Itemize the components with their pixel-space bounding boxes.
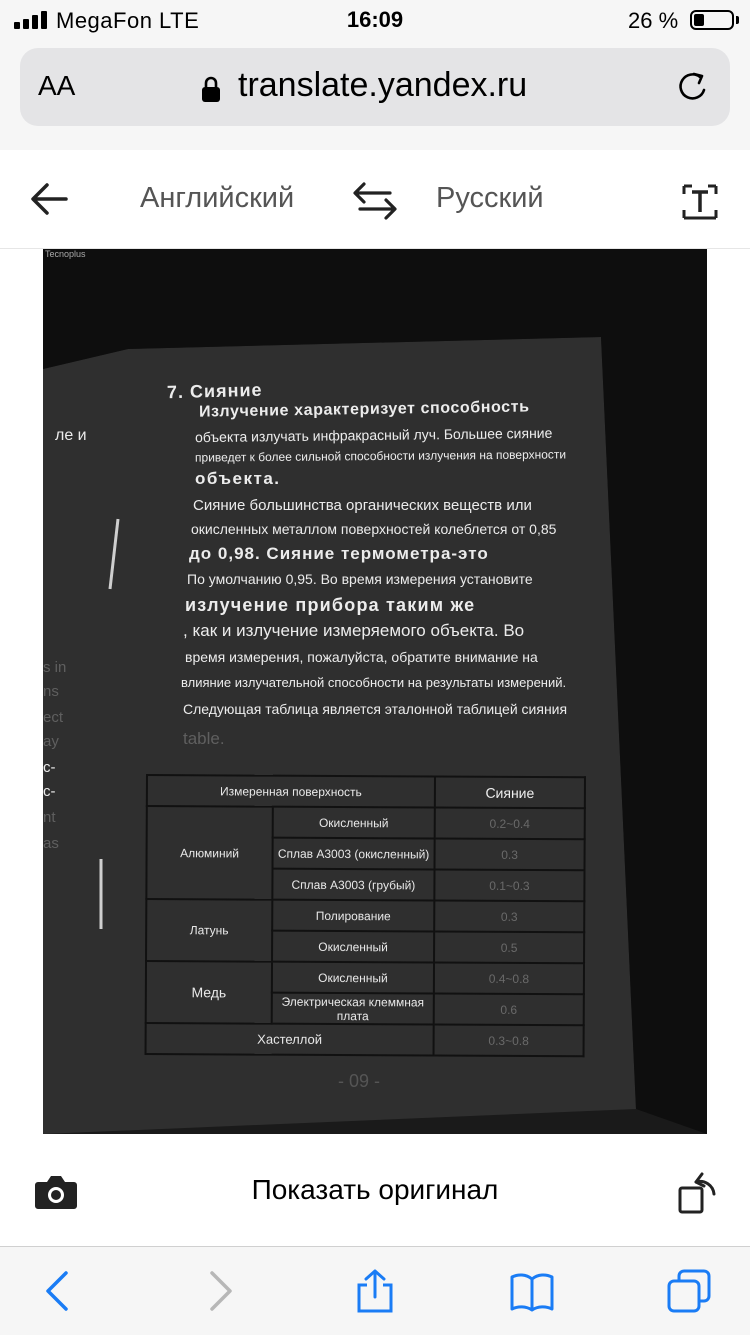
share-icon[interactable] [353, 1269, 397, 1313]
battery-icon [690, 10, 734, 30]
paragraph-line: table. [183, 729, 225, 748]
paragraph-line: объекта излучать инфракрасный луч. Большее сияние [194, 424, 553, 446]
table-header-surface: Измеренная поверхность [147, 775, 435, 808]
value-cell: 0.2~0.4 [435, 808, 585, 840]
surface-cell: Полирование [272, 900, 434, 932]
carrier-label: MegaFon LTE [56, 8, 200, 33]
material-cell: Латунь [146, 899, 272, 962]
back-icon[interactable] [38, 1269, 82, 1313]
table-header-row [147, 775, 585, 808]
rotate-icon[interactable] [676, 1170, 720, 1214]
table-row [146, 899, 584, 932]
paragraph-line: объекта. [195, 469, 281, 488]
browser-address-area [0, 44, 750, 151]
surface-cell: Сплав А3003 (окисленный) [273, 838, 435, 870]
battery-percent: 26 % [628, 8, 679, 33]
value-cell: 0.4~0.8 [434, 963, 584, 995]
margin-fragment: c- [43, 759, 56, 776]
paragraph-line: Излучение характеризует способность [198, 398, 530, 421]
section-heading: 7. Сияние [166, 379, 263, 403]
address-bar[interactable] [20, 48, 730, 126]
value-cell: 0.6 [434, 994, 584, 1026]
material-cell: Хастеллой [146, 1023, 434, 1056]
table-row [146, 1023, 584, 1056]
back-arrow-icon[interactable] [30, 182, 68, 216]
paragraph-line: Сияние большинства органических веществ или [193, 497, 532, 514]
tabs-icon[interactable] [667, 1269, 711, 1313]
status-bar [0, 0, 750, 44]
tiny-logo-label: Tecnoplus [45, 249, 86, 259]
margin-fragment: as [43, 835, 59, 852]
paragraph-line: По умолчанию 0,95. Во время измерения установите [187, 571, 533, 587]
translator-language-bar [0, 150, 750, 249]
url-text[interactable]: translate.yandex.ru [238, 66, 528, 104]
surface-cell: Сплав А3003 (грубый) [272, 869, 434, 901]
value-cell: 0.3 [435, 839, 585, 871]
text-size-button[interactable]: AA [38, 70, 76, 101]
battery-cap [736, 16, 739, 24]
material-cell: Алюминий [146, 806, 272, 900]
target-language-button[interactable]: Русский [436, 182, 544, 214]
paragraph-line: влияние излучательной способности на результаты измерений. [181, 675, 567, 690]
value-cell: 0.3 [434, 901, 584, 933]
surface-cell: Окисленный [272, 962, 434, 994]
margin-fragment: c- [43, 783, 56, 800]
material-cell: Медь [146, 961, 272, 1024]
text-mode-icon[interactable] [680, 184, 720, 220]
emissivity-table [145, 774, 586, 1057]
margin-fragment: ay [43, 733, 59, 750]
table-row [147, 806, 585, 839]
paragraph-line: Следующая таблица является эталонной таблицей сияния [183, 701, 568, 717]
value-cell: 0.3~0.8 [434, 1025, 584, 1057]
surface-cell: Окисленный [272, 931, 434, 963]
margin-fragment: nt [43, 809, 56, 826]
paragraph-line: излучение прибора таким же [185, 595, 476, 615]
paragraph-line: приведет к более сильной способности излучения на поверхности [194, 447, 567, 465]
lock-icon [202, 76, 220, 102]
reload-icon[interactable] [674, 68, 712, 106]
browser-toolbar [0, 1246, 750, 1335]
margin-fragment: ле и [55, 427, 87, 444]
margin-fragment: ns [43, 683, 59, 700]
value-cell: 0.1~0.3 [434, 870, 584, 902]
surface-cell: Электрическая клеммная плата [272, 993, 434, 1025]
translator-bottom-bar [0, 1134, 750, 1246]
margin-fragment: s in [43, 659, 67, 676]
show-original-button[interactable]: Показать оригинал [251, 1174, 499, 1205]
page-number: - 09 - [338, 1071, 381, 1091]
paragraph-line: время измерения, пожалуйста, обратите внимание на [185, 649, 538, 665]
translated-photo [43, 249, 707, 1134]
margin-fragment: ect [43, 709, 64, 726]
paragraph-line: окисленных металлом поверхностей колеблется от 0,85 [191, 521, 557, 537]
table-header-value: Сияние [435, 777, 585, 809]
swap-languages-icon[interactable] [352, 180, 398, 222]
surface-cell: Окисленный [273, 807, 435, 839]
table-row [146, 961, 584, 994]
source-language-button[interactable]: Английский [140, 182, 295, 214]
forward-icon[interactable] [196, 1269, 240, 1313]
paragraph-line: , как и излучение измеряемого объекта. Во [183, 621, 525, 640]
value-cell: 0.5 [434, 932, 584, 964]
bookmarks-icon[interactable] [510, 1269, 554, 1313]
clock: 16:09 [346, 7, 404, 32]
paragraph-line: до 0,98. Сияние термометра-это [189, 544, 489, 563]
